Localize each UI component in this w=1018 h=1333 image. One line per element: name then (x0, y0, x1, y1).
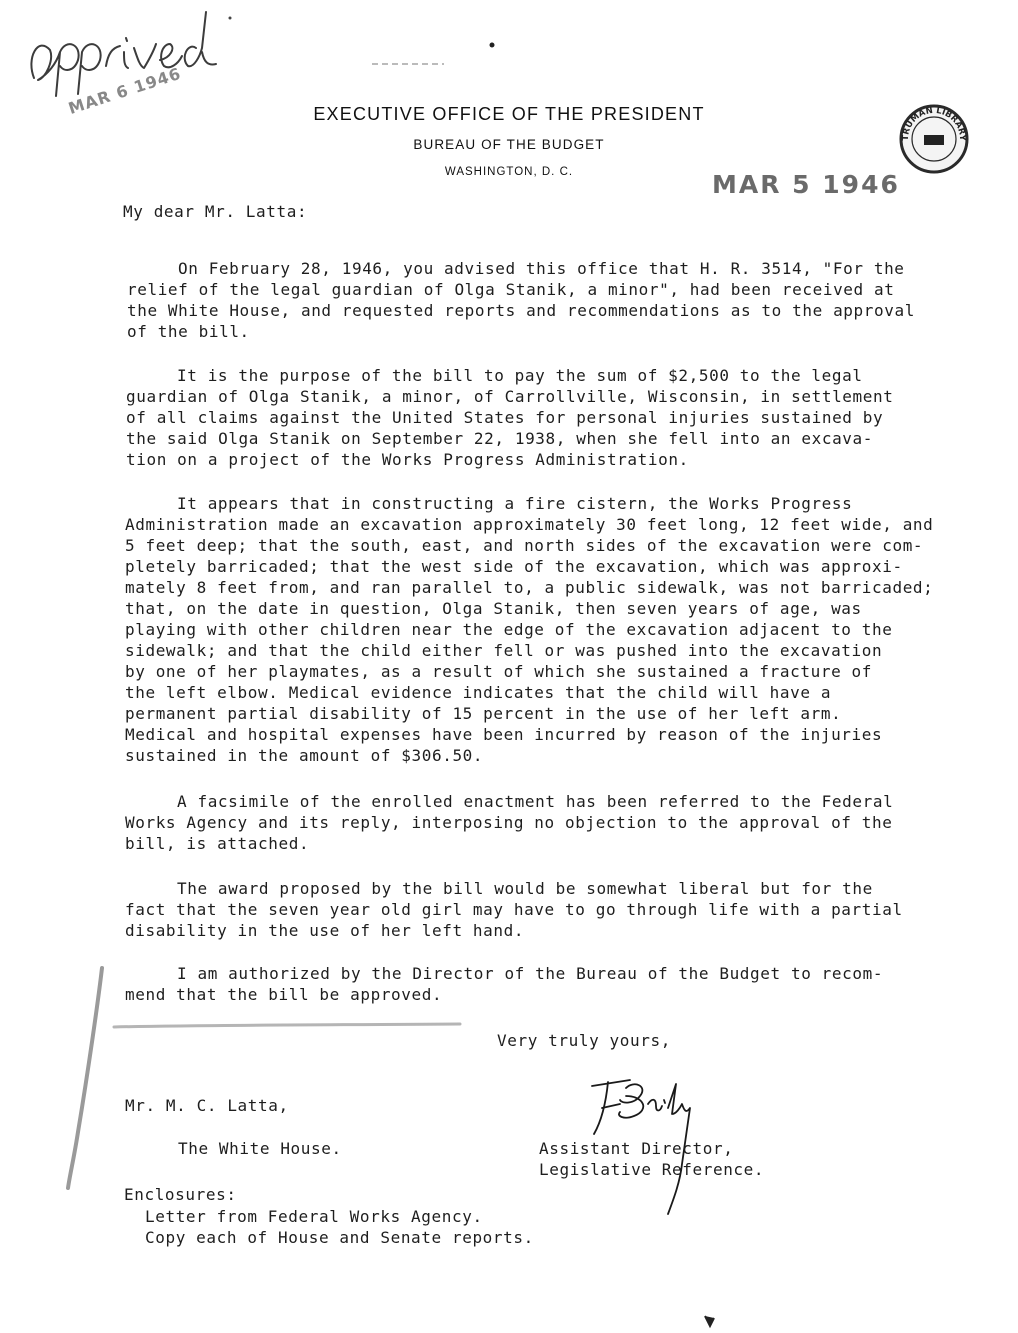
paragraph-6-line-2: mend that the bill be approved. (125, 985, 443, 1004)
paragraph-3-line-1: It appears that in constructing a fire cistern, the Works Progress (177, 494, 853, 513)
salutation: My dear Mr. Latta: (123, 202, 308, 221)
paragraph-6-line-1: I am authorized by the Director of the Bureau of the Budget to recom- (177, 964, 884, 983)
paragraph-2-line-4: the said Olga Stanik on September 22, 1938, when she fell into an excava- (126, 429, 873, 448)
library-seal-icon (898, 103, 970, 175)
paragraph-3-line-11: permanent partial disability of 15 percent in the use of her left arm. (125, 704, 842, 723)
paragraph-1-line-4: of the bill. (127, 322, 250, 341)
paragraph-2-line-3: of all claims against the United States for personal injuries sustained by (126, 408, 884, 427)
paragraph-3-line-10: the left elbow. Medical evidence indicates that the child will have a (125, 683, 832, 702)
letterhead-city: WASHINGTON, D. C. (444, 166, 574, 178)
seal-text: TRUMAN LIBRARY (900, 105, 968, 142)
paragraph-5-line-1: The award proposed by the bill would be somewhat liberal but for the (177, 879, 873, 898)
paragraph-5-line-2: fact that the seven year old girl may have to go through life with a partial (125, 900, 903, 919)
paragraph-3-line-3: 5 feet deep; that the south, east, and north sides of the excavation were com- (125, 536, 924, 555)
enclosures-heading: Enclosures: (124, 1185, 237, 1204)
received-date-stamp: MAR 5 1946 (712, 170, 900, 199)
enclosure-item-1: Letter from Federal Works Agency. (145, 1207, 483, 1226)
pencil-margin-mark (58, 962, 118, 1192)
paragraph-1-line-3: the White House, and requested reports and recommendations as to the approval (127, 301, 915, 320)
addressee-location: The White House. (178, 1139, 342, 1158)
paragraph-3-line-12: Medical and hospital expenses have been incurred by reason of the injuries (125, 725, 883, 744)
paragraph-1-line-1: On February 28, 1946, you advised this office that H. R. 3514, "For the (178, 259, 905, 278)
paragraph-3-line-8: sidewalk; and that the child either fell or was pushed into the excavation (125, 641, 883, 660)
paragraph-4-line-3: bill, is attached. (125, 834, 310, 853)
paragraph-4-line-1: A facsimile of the enrolled enactment has been referred to the Federal (177, 792, 894, 811)
paragraph-2-line-2: guardian of Olga Stanik, a minor, of Carrollville, Wisconsin, in settlement (126, 387, 894, 406)
paragraph-3-line-13: sustained in the amount of $306.50. (125, 746, 484, 765)
signer-title-2: Legislative Reference. (539, 1160, 765, 1179)
signer-title-1: Assistant Director, (539, 1139, 734, 1158)
addressee-name: Mr. M. C. Latta, (125, 1096, 289, 1115)
paragraph-2-line-5: tion on a project of the Works Progress Administration. (126, 450, 689, 469)
paragraph-3-line-4: pletely barricaded; that the west side of the excavation, which was approxi- (125, 557, 903, 576)
paragraph-3-line-6: that, on the date in question, Olga Stanik, then seven years of age, was (125, 599, 862, 618)
enclosure-item-2: Copy each of House and Senate reports. (145, 1228, 534, 1247)
paragraph-3-line-7: playing with other children near the edge of the excavation adjacent to the (125, 620, 893, 639)
pencil-underline-mark (112, 1022, 462, 1030)
paragraph-5-line-3: disability in the use of her left hand. (125, 921, 525, 940)
paragraph-1-line-2: relief of the legal guardian of Olga Stanik, a minor", had been received at (127, 280, 895, 299)
approved-date-stamp: MAR 6 1946 (66, 63, 184, 119)
paragraph-4-line-2: Works Agency and its reply, interposing no objection to the approval of the (125, 813, 893, 832)
paragraph-3-line-2: Administration made an excavation approximately 30 feet long, 12 feet wide, and (125, 515, 934, 534)
letterhead-bureau: BUREAU OF THE BUDGET (413, 137, 605, 152)
closing: Very truly yours, (497, 1031, 671, 1050)
letterhead-title: EXECUTIVE OFFICE OF THE PRESIDENT (313, 104, 705, 124)
paragraph-2-line-1: It is the purpose of the bill to pay the sum of $2,500 to the legal (177, 366, 863, 385)
paragraph-3-line-5: mately 8 feet from, and ran parallel to, a public sidewalk, was not barricaded; (125, 578, 934, 597)
paragraph-3-line-9: by one of her playmates, as a result of which she sustained a fracture of (125, 662, 872, 681)
